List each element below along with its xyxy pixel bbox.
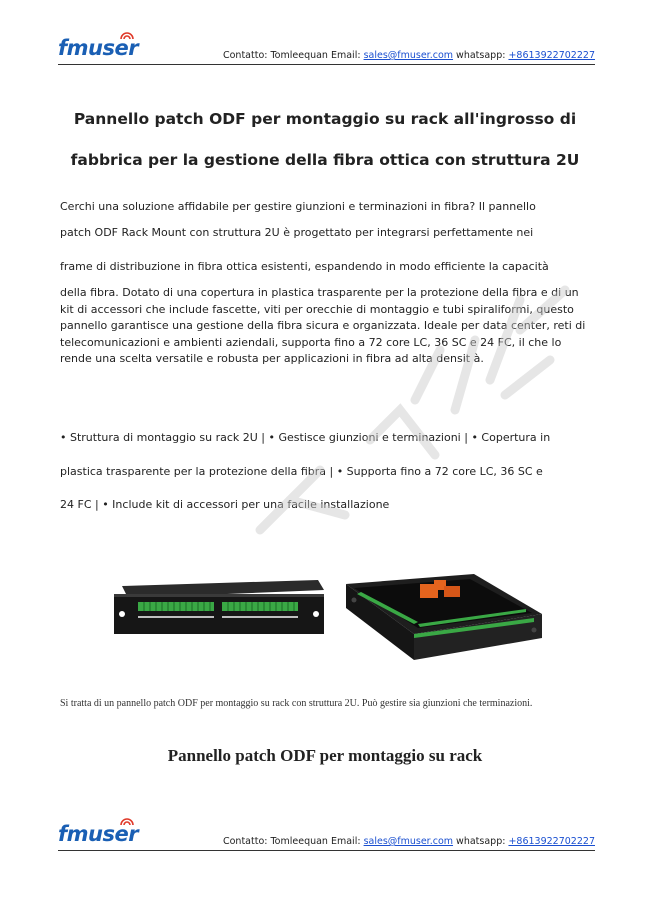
product-images (114, 572, 544, 672)
page-header (58, 34, 595, 68)
section-heading: Pannello patch ODF per montaggio su rack (167, 746, 483, 765)
intro-line-3: frame di distribuzione in fibra ottica esistenti, espandendo in modo efficiente la capacità (60, 260, 549, 273)
intro-paragraph: della fibra. Dotato di una copertura in plastica trasparente per la protezione della fibra e di un kit di accessori che include fascette, viti per orecchie di montaggio e tubi spiraliformi, questo pannello garantisce una gestione della fibra sicura e organizzata. Ideale per data center, reti di telecomunicazioni e ambienti aziendali, supporta fino a 72 core LC, 36 SC e 24 FC, il che lo rende una scelta versatile e robusta per applicazioni in fibra ad alta densit à. (60, 286, 586, 365)
footer-divider (58, 850, 595, 851)
wireless-waves-icon (118, 815, 136, 827)
page-footer (58, 820, 595, 854)
feature-line-2: plastica trasparente per la protezione della fibra | • Supporta fino a 72 core LC, 36 SC e (60, 465, 543, 478)
odf-panel-front-image (114, 580, 324, 634)
phone-link[interactable]: +8613922702227 (508, 50, 595, 61)
whatsapp-label: whatsapp: (453, 836, 509, 847)
fmuser-logo: fmuser (58, 36, 139, 60)
page-title-line-1: Pannello patch ODF per montaggio su rack all'ingrosso di (73, 110, 577, 128)
feature-line-3: 24 FC | • Include kit di accessori per una facile installazione (60, 498, 390, 511)
header-divider (58, 64, 595, 65)
intro-line-1: Cerchi una soluzione affidabile per gestire giunzioni e terminazioni in fibra? Il pannello (60, 200, 536, 213)
email-link[interactable]: sales@fmuser.com (363, 50, 454, 61)
odf-panel-open-image (346, 574, 542, 660)
phone-link[interactable]: +8613922702227 (508, 836, 595, 847)
email-link[interactable]: sales@fmuser.com (363, 836, 454, 847)
whatsapp-label: whatsapp: (453, 50, 509, 61)
contact-info-footer (223, 836, 595, 847)
intro-line-2: patch ODF Rack Mount con struttura 2U è progettato per integrarsi perfettamente nei (60, 226, 534, 239)
page-title-line-2: fabbrica per la gestione della fibra ottica con struttura 2U (70, 151, 580, 169)
contact-info (223, 50, 595, 61)
contact-prefix: Contatto: Tomleequan Email: (222, 836, 364, 847)
wireless-waves-icon (118, 29, 136, 41)
feature-line-1: • Struttura di montaggio su rack 2U | • Gestisce giunzioni e terminazioni | • Copertura in (60, 431, 551, 444)
fmuser-logo-footer: fmuser (58, 822, 139, 846)
image-caption: Si tratta di un pannello patch ODF per montaggio su rack con struttura 2U. Può gestire sia giunzioni che terminazioni. (60, 698, 533, 709)
contact-prefix: Contatto: Tomleequan Email: (222, 50, 364, 61)
